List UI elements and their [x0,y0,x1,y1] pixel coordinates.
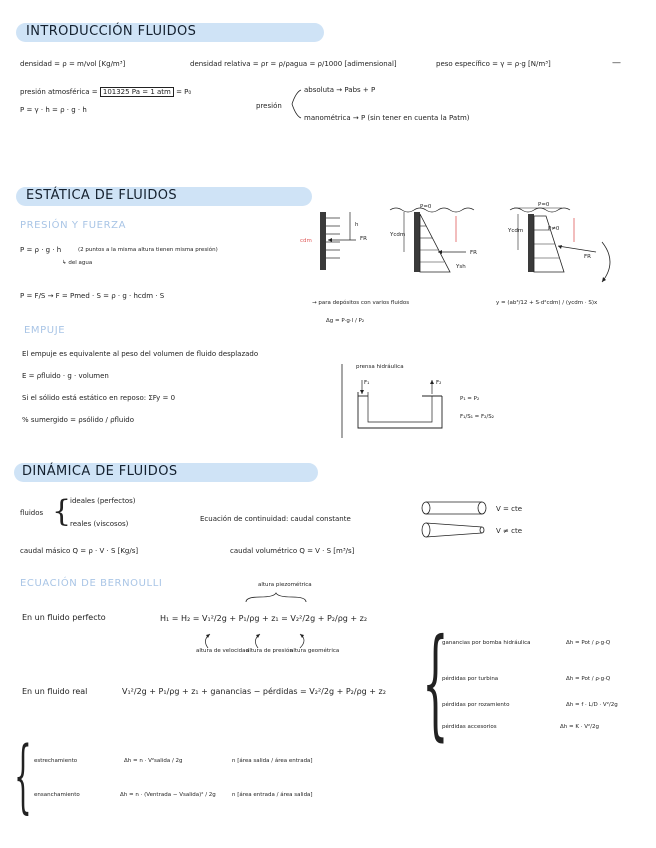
accesorios-brace: { [14,729,32,822]
fig-label-ycdm: Ycdm [390,232,406,238]
altura-presion: altura de presión [246,648,293,654]
presion-label: presión [256,102,282,110]
fuerza-formula: P = F/S → F = Pmed · S = ρ · g · hcdm · S [20,292,165,300]
ensanchamiento-n: n [área entrada / área salida] [232,792,313,798]
altura-geometrica: altura geométrica [290,648,340,654]
real-label: En un fluido real [22,687,88,696]
continuidad-text: Ecuación de continuidad: caudal constante [200,515,351,523]
ycp-formula: y = (ab³/12 + S·d²cdm) / (ycdm · S) [496,300,594,306]
fig-label-p0: P=0 [420,204,432,210]
perfecto-formula: H₁ = H₂ = V₁²/2g + P₁/ρg + z₁ = V₂²/2g + P₂/ρg + z₂ [160,614,368,623]
section-title-intro: INTRODUCCIÓN FLUIDOS [26,24,197,39]
prensa-eq1: P₁ = P₂ [460,396,480,402]
v-no-cte: V ≠ cte [496,527,523,535]
estrechamiento-label: estrechamiento [34,758,78,764]
reposo-condicion: Si el sólido está estático en reposo: ΣFy = 0 [22,394,176,402]
perdidas-rozamiento: pérdidas por rozamiento [442,702,510,708]
prensa-eq2: F₁/S₁ = F₂/S₂ [460,414,494,420]
estrechamiento-formula: Δh = n · V²salida / 2g [124,758,183,764]
caudal-masico: caudal másico Q = ρ · V · S [Kg/s] [20,547,139,555]
fig-label-cdm: cdm [300,238,312,244]
subtitle-presion-fuerza: PRESIÓN Y FUERZA [20,220,127,231]
empuje-formula: E = ρfluido · g · volumen [22,372,109,380]
fig-label-x: x [594,300,598,306]
section-title-estatica: ESTÁTICA DE FLUIDOS [26,188,178,203]
ganancias-bomba-formula: Δh = Pot / ρ·g·Q [566,640,611,646]
subtitle-empuje: EMPUJE [24,325,66,336]
presion-note: (2 puntos a la misma altura tienen misma presión) [78,247,218,253]
fig-label-ycdm-2: Ycdm [508,228,524,234]
prensa-title: prensa hidráulica [356,364,404,370]
fig-label-pneq0: P≠0 [548,226,560,232]
plate [320,212,326,270]
presion-absoluta: absoluta → Pabs + P [304,86,376,94]
perfecto-label: En un fluido perfecto [22,613,106,622]
fig-label-fr: FR [360,236,367,242]
subtitle-bernoulli: ECUACIÓN DE BERNOULLI [20,578,163,589]
deposito-note: → para depósitos con varios fluidos [312,300,410,306]
perdidas-accesorios: pérdidas accesorios [442,724,497,730]
perdidas-turbina-formula: Δh = Pot / ρ·g·Q [566,676,611,682]
caudal-volumetrico: caudal volumétrico Q = V · S [m³/s] [230,547,355,555]
real-formula: V₁²/2g + P₁/ρg + z₁ + ganancias − pérdidas = V₂²/2g + P₂/ρg + z₂ [122,687,386,696]
fig-label-fr3: FR [584,254,591,260]
v-cte: V = cte [496,505,523,513]
presion-atm-row [20,88,191,96]
presion-atm-label: presión atmosférica = [20,88,98,96]
compuerta-figure [312,208,382,274]
presion-formula: P = ρ · g · h [20,246,62,254]
dash: — [612,58,621,68]
presion-relacion: P = γ · h = ρ · g · h [20,106,87,114]
deposito-formula: Δg = P·g·l / P₂ [326,318,365,324]
sumergido-formula: % sumergido = ρsólido / ρfluido [22,416,135,424]
tubo-constante [420,500,492,540]
presion-atm-value: 101325 Pa = 1 atm [100,87,174,97]
densidad-formula: densidad = ρ = m/vol [Kg/m³] [20,60,126,68]
perdidas-turbina: pérdidas por turbina [442,676,499,682]
presion-manometrica: manométrica → P (sin tener en cuenta la Patm) [304,114,470,122]
prensa-f1: F₁ [364,380,370,386]
ensanchamiento-formula: Δh = n · (Ventrada − Vsalida)² / 2g [120,792,216,798]
prensa-f2: F₂ [436,380,442,386]
piezometrica-brace [244,593,308,603]
perdidas-brace: { [422,614,449,753]
prensa-hidraulica-figure [338,362,448,440]
fig-label-ysh: Ysh [456,264,466,270]
estrechamiento-n: n [área salida / área entrada] [232,758,313,764]
presion-atm-tail: = P₀ [176,88,192,96]
altura-velocidad: altura de velocidad [196,648,249,654]
peso-especifico-formula: peso específico = γ = ρ·g [N/m³] [436,60,551,68]
presion-note-2: ↳ del agua [62,260,93,266]
fig-label-h: h [355,222,359,228]
fluidos-brace: { [52,494,72,529]
presion-arrows [290,84,302,124]
section-title-dinamica: DINÁMICA DE FLUIDOS [22,464,178,479]
fluidos-reales: reales (viscosos) [70,520,129,528]
altura-piezometrica: altura piezométrica [258,582,312,588]
perdidas-accesorios-formula: Δh = K · V²/2g [560,724,600,730]
densidad-relativa-formula: densidad relativa = ρr = ρ/ρagua = ρ/1000 [adimensional] [190,60,397,68]
fig-label-fr2: FR [470,250,477,256]
ensanchamiento-label: ensanchamiento [34,792,80,798]
bernoulli-arrows [196,630,326,650]
perdidas-rozamiento-formula: Δh = f · L/D · V²/2g [566,702,618,708]
fig-label-p0-2: P=0 [538,202,550,208]
ganancias-bomba: ganancias por bomba hidráulica [442,640,531,646]
fluidos-ideales: ideales (perfectos) [70,497,136,505]
fluidos-label: fluidos [20,509,44,517]
distribucion-trapecio-figure [506,202,626,302]
distribucion-presion-figure [386,202,496,278]
empuje-definicion: El empuje es equivalente al peso del volumen de fluido desplazado [22,350,259,358]
